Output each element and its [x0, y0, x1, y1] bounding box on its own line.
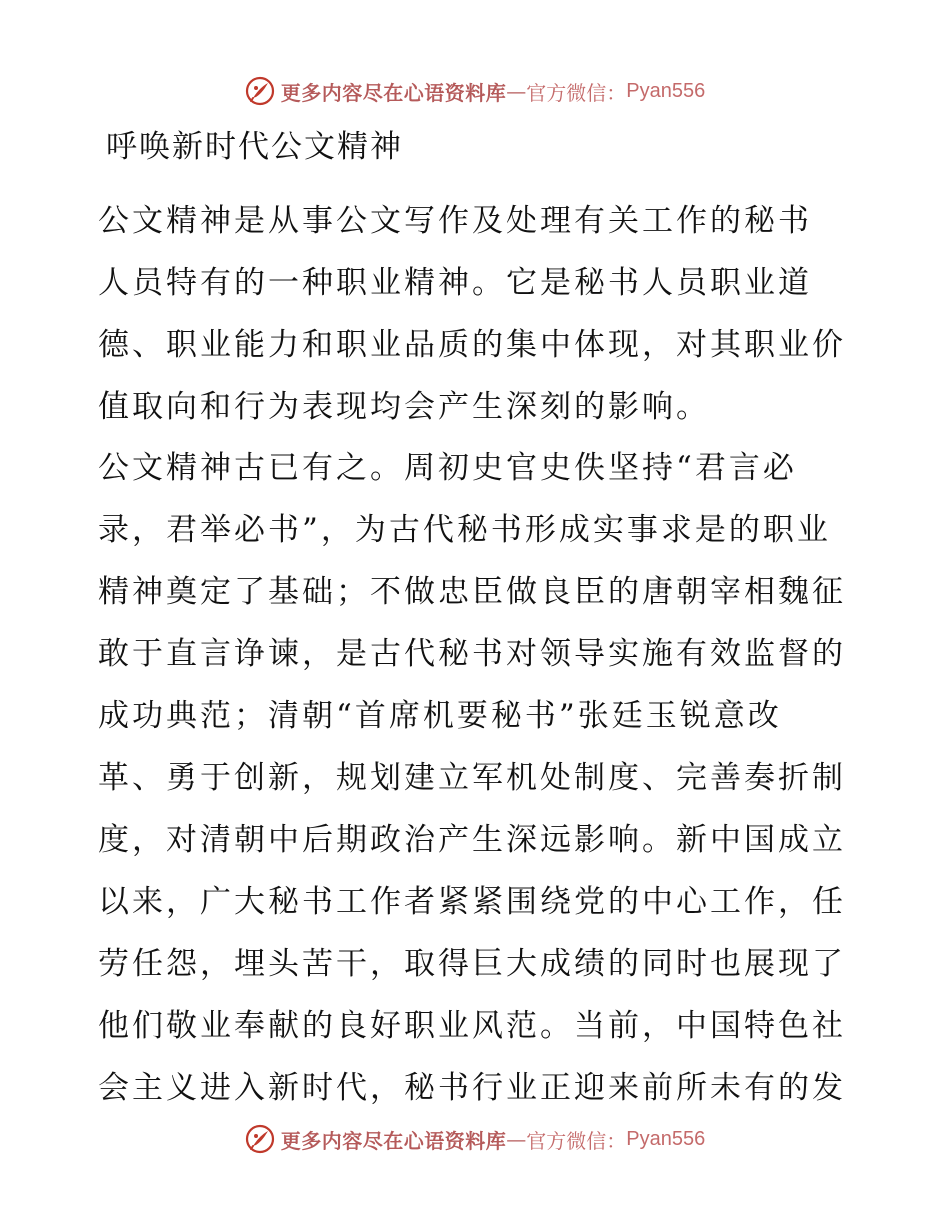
- text-line: 录，君举必书”，为古代秘书形成实事求是的职业: [98, 512, 831, 548]
- wechat-id: Pyan556: [626, 79, 706, 102]
- site-promo-text: 更多内容尽在心语资料库: [280, 1128, 507, 1153]
- text-line: 成功典范；清朝“首席机要秘书”张廷玉锐意改: [98, 698, 782, 734]
- header-banner: [0, 74, 950, 108]
- text-line: 会主义进入新时代，秘书行业正迎来前所未有的发: [98, 1070, 846, 1106]
- paragraph-1: [98, 190, 858, 438]
- wechat-label: 官方微信：: [526, 1128, 627, 1153]
- banner-separator: —: [506, 1127, 527, 1151]
- text-line: 人员特有的一种职业精神。它是秘书人员职业道: [98, 265, 812, 301]
- text-line: 值取向和行为表现均会产生深刻的影响。: [98, 389, 710, 425]
- quill-pen-logo-icon: [245, 1124, 275, 1154]
- wechat-id: Pyan556: [626, 1127, 706, 1150]
- text-line: 他们敬业奉献的良好职业风范。当前，中国特色社: [98, 1008, 846, 1044]
- text-line: 德、职业能力和职业品质的集中体现，对其职业价: [98, 327, 846, 363]
- text-line: 精神奠定了基础；不做忠臣做良臣的唐朝宰相魏征: [98, 574, 846, 610]
- wechat-label: 官方微信：: [526, 80, 627, 105]
- text-line: 敢于直言诤谏，是古代秘书对领导实施有效监督的: [98, 636, 846, 672]
- banner-separator: —: [506, 79, 527, 103]
- text-line: 公文精神是从事公文写作及处理有关工作的秘书: [98, 203, 812, 239]
- document-title: 呼唤新时代公文精神: [106, 129, 403, 165]
- text-line: 革、勇于创新，规划建立军机处制度、完善奏折制: [98, 760, 846, 796]
- quill-pen-logo-icon: [245, 76, 275, 106]
- footer-banner: [0, 1122, 950, 1156]
- text-line: 以来，广大秘书工作者紧紧围绕党的中心工作，任: [98, 884, 846, 920]
- text-line: 劳任怨，埋头苦干，取得巨大成绩的同时也展现了: [98, 946, 846, 982]
- site-promo-text: 更多内容尽在心语资料库: [280, 80, 507, 105]
- paragraph-2: [98, 437, 858, 1119]
- text-line: 度，对清朝中后期政治产生深远影响。新中国成立: [98, 822, 846, 858]
- text-line: 公文精神古已有之。周初史官史佚坚持“君言必: [98, 450, 797, 486]
